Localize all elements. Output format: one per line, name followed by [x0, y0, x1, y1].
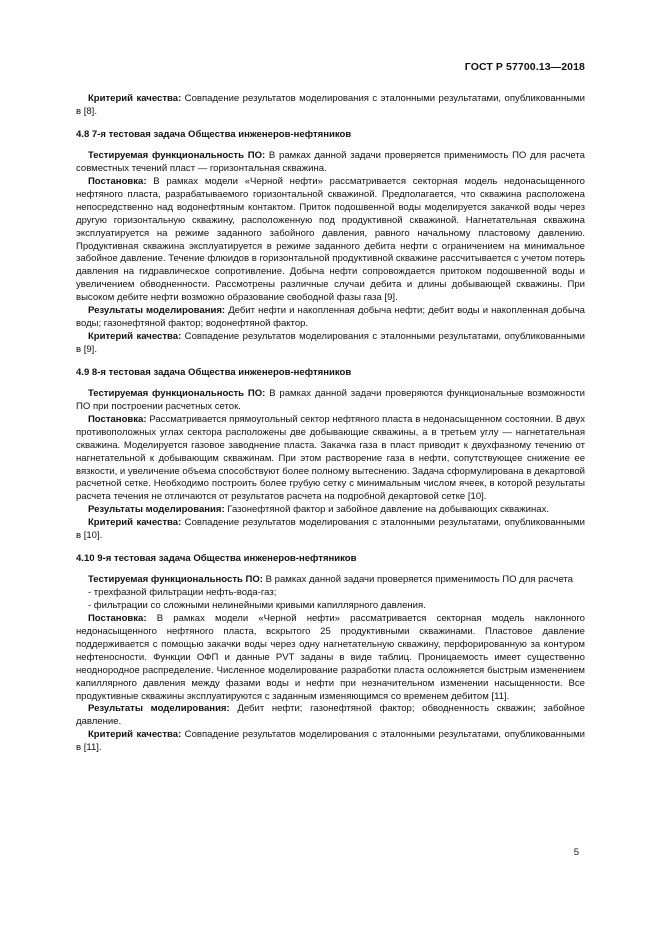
- functionality-text: В рамках данной задачи проверяется применимость ПО для расчета: [262, 574, 573, 586]
- section-heading-4-9: 4.9 8-я тестовая задача Общества инженеров-нефтяников: [76, 366, 352, 378]
- quality-label: Критерий качества:: [87, 93, 182, 104]
- results-text: Дебит нефти и накопленная добыча нефти; дебит воды и накопленная добыча воды; газонефтяной фактор; водонефтяной фактор.: [76, 305, 585, 329]
- setup-text: В рамках модели «Черной нефти» рассматривается секторная модель наклонного недонасыщенного нефтяного пласта, вскрытого 25 продуктивными скважинами. Пластовое давление поддерживается с помощью закачки воды через одну нагнетательную скважину, перфорированную за контуром нефтеносности. Функции ОФП и данные PVT заданы в виде таблиц. Проницаемость имеет существенно неоднородное распределение. Численное моделирование разработки пласта осложняется быстрым изменением капиллярного давления между фазами воды и нефти при незначительном изменении насыщенности. Все продуктивные скважины эксплуатируются с заданным изменяющимся со временем дебитом [11].: [76, 613, 585, 702]
- results-paragraph: [76, 305, 585, 331]
- functionality-paragraph: [76, 150, 585, 176]
- results-label: Результаты моделирования:: [87, 703, 230, 715]
- quality-text: Совпадение результатов моделирования с эталонными результатами, опубликованными в [9].: [76, 330, 585, 355]
- setup-text: В рамках модели «Черной нефти» рассматривается секторная модель недонасыщенного нефтяного пласта, разрабатываемого горизонтальной скважиной. Предполагается, что скважина расположена непосредственно над водонефтяным контактом. Приток подошвенной воды моделируется закачкой воды через другую горизонтальную скважину, расположенную под продуктивной скважиной. Нагнетательная скважина эксплуатируется на режиме заданного забойного давления, равного начальному пластовому давлению. Продуктивная скважина эксплуатируется в режиме заданного дебита нефти с ограничением на минимальное забойное давление. Течение флюидов в горизонтальной продуктивной скважине рассчитывается с учетом потерь давления на гидравлическое сопротивление. Добыча нефти сопровождается притоком подошвенной воды и увеличением обводненности. Рассмотрены различные случаи дебита и длины добывающей скважины. При высоком дебите нефти возможно образование свободной фазы газа [9].: [76, 176, 585, 304]
- results-paragraph: [76, 703, 585, 729]
- functionality-paragraph: [76, 388, 585, 414]
- section-heading-4-8: 4.8 7-я тестовая задача Общества инженеров-нефтяников: [76, 128, 352, 140]
- quality-label: Критерий качества:: [87, 729, 182, 741]
- functionality-label: Тестируемая функциональность ПО:: [87, 388, 266, 400]
- setup-label: Постановка:: [87, 413, 147, 425]
- functionality-paragraph: [76, 574, 585, 587]
- bullet-item: - трехфазной фильтрации нефть-вода-газ;: [87, 587, 277, 599]
- quality-text: Совпадение результатов моделирования с эталонными результатами, опубликованными в [10].: [76, 517, 585, 542]
- quality-label: Критерий качества:: [87, 517, 182, 529]
- document-standard-header: ГОСТ Р 57700.13—2018: [464, 61, 585, 73]
- setup-paragraph: [76, 176, 585, 305]
- quality-text: Совпадение результатов моделирования с эталонными результатами, опубликованными в [11].: [76, 729, 585, 754]
- quality-label: Критерий качества:: [87, 330, 182, 342]
- setup-paragraph: [76, 414, 585, 504]
- quality-criterion-paragraph: [76, 517, 585, 543]
- results-label: Результаты моделирования:: [87, 504, 225, 516]
- section-heading-4-10: 4.10 9-я тестовая задача Общества инженеров-нефтяников: [76, 553, 357, 564]
- results-label: Результаты моделирования:: [87, 305, 226, 317]
- functionality-text: В рамках данной задачи проверяется применимость ПО для расчета совместных течений пласт — горизонтальная скважина.: [76, 150, 585, 175]
- page-number: 5: [573, 847, 579, 858]
- results-text: Газонефтяной фактор и забойное давление на добывающих скважинах.: [224, 504, 550, 516]
- setup-label: Постановка:: [87, 613, 147, 625]
- functionality-label: Тестируемая функциональность ПО:: [87, 574, 263, 586]
- quality-criterion-paragraph: [76, 93, 585, 119]
- quality-criterion-paragraph: [76, 331, 585, 357]
- bullet-item: - фильтрации со сложными нелинейными кривыми капиллярного давления.: [87, 600, 426, 612]
- quality-criterion-paragraph: [76, 729, 585, 755]
- results-text: Дебит нефти; газонефтяной фактор; обводненность скважин; забойное давление.: [76, 703, 585, 728]
- setup-text: Рассматривается прямоугольный сектор нефтяного пласта в недонасыщенном состоянии. В двух противоположных углах сектора расположены две добывающие скважины, а в третьем углу — нагнетательная скважина. Моделируется газовое заводнение пласта. Закачка газа в пласт приводит к двухфазному течению от нагнетательной к добывающим скважинам. При этом растворение газа в нефти, сопутствующее снижение ее вязкости, и увеличение объема способствуют более полному вытеснению. Задача сформулирована в декартовой расчетной сетке. Необходимо построить более грубую сетку с минимальным числом ячеек, в которой результаты расчета течения не отличаются от результатов расчета на подробной декартовой сетке [10].: [76, 413, 585, 503]
- document-body: [76, 93, 585, 755]
- functionality-text: В рамках данной задачи проверяются функциональные возможности ПО при построении расчетных сеток.: [76, 388, 585, 413]
- results-paragraph: [76, 504, 585, 517]
- setup-paragraph: [76, 613, 585, 703]
- setup-label: Постановка:: [87, 176, 147, 188]
- quality-text: Совпадение результатов моделирования с эталонными результатами, опубликованными в [8].: [76, 93, 585, 117]
- functionality-label: Тестируемая функциональность ПО:: [87, 150, 266, 162]
